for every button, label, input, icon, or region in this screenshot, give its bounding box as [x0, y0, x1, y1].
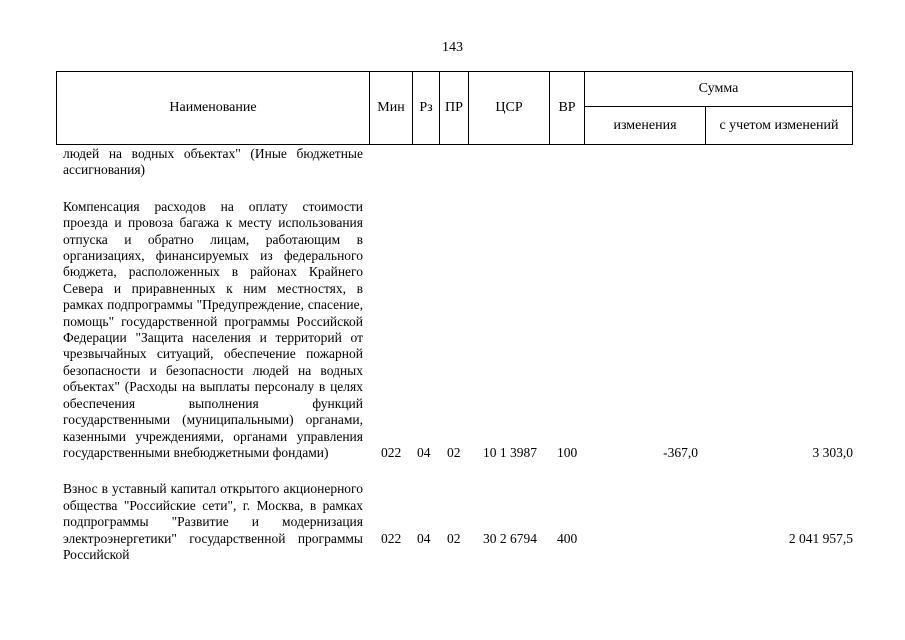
row-vr: 100 [557, 444, 578, 460]
row-rz: 04 [417, 444, 431, 460]
header-rz: Рз [413, 72, 440, 145]
row-csr: 10 1 3987 [483, 444, 537, 460]
header-sum: Сумма [585, 72, 853, 107]
table-row [63, 481, 853, 563]
row-name: людей на водных объектах" (Иные бюджетные ассигнования) [63, 146, 363, 178]
header-pr: ПР [440, 72, 469, 145]
header-min: Мин [370, 72, 413, 145]
row-name: Компенсация расходов на оплату стоимости проезда и провоза багажа к месту использования отпуска и обратно лицам, работающим в организациях, финансируемых из федерального бюджета, расположенных в районах Крайнего Севера и приравненных к ним местностях, в рамках подпрограммы "Предупреждение, спасение, помощь" государственной программы Российской Федерации "Защита населения и территорий от чрезвычайных ситуаций, обеспечение пожарной безопасности и безопасности людей на водных объектах" (Расходы на выплаты персоналу в целях обеспечения выполнения функций государственными (муниципальными) органами, казенными учреждениями, органами управления государственными внебюджетными фондами) [63, 198, 363, 460]
row-rz: 04 [417, 530, 431, 546]
table-row [63, 146, 853, 179]
row-csr: 30 2 6794 [483, 530, 537, 546]
header-name: Наименование [57, 72, 370, 145]
row-min: 022 [381, 530, 402, 546]
row-name: Взнос в уставный капитал открытого акционерного общества "Российские сети", г. Москва, в рамках подпрограммы "Развитие и модернизация электроэнергетики" государственной программы Российской [63, 481, 363, 562]
header-changes: изменения [585, 107, 706, 145]
row-with-changes: 3 303,0 [812, 444, 853, 460]
header-csr: ЦСР [469, 72, 550, 145]
row-vr: 400 [557, 530, 578, 546]
table-header [56, 71, 853, 145]
row-pr: 02 [447, 444, 461, 460]
table-body [63, 146, 853, 563]
row-with-changes: 2 041 957,5 [788, 530, 853, 546]
table-row [63, 199, 853, 462]
header-vr: ВР [550, 72, 585, 145]
row-pr: 02 [447, 530, 461, 546]
row-changes: -367,0 [663, 444, 698, 460]
header-with-changes: с учетом изменений [706, 107, 853, 145]
page-number: 143 [442, 40, 463, 55]
row-min: 022 [381, 444, 402, 460]
